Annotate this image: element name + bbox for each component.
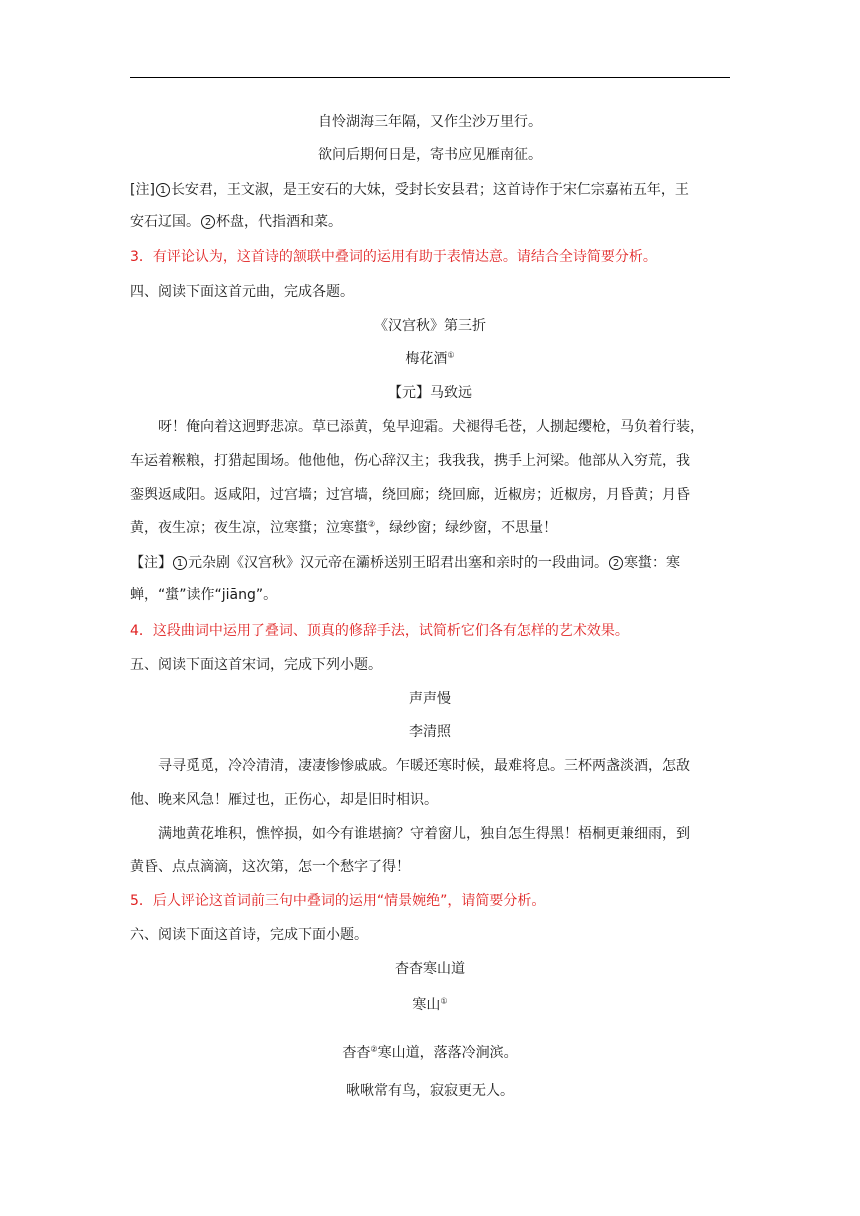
annotation: [注] 1 长安君，王文淑，是王安石的大妹，受封长安县君；这首诗作于宋仁宗嘉祐五年，王 bbox=[130, 182, 689, 198]
body-text: 黄昏、点点滴滴，这次第，怎一个愁字了得！ bbox=[130, 859, 410, 875]
body-text: 车运着糇粮，打猎起围场。他他他，伤心辞汉主；我我我，携手上河梁。他部从入穷荒，我 bbox=[130, 453, 690, 469]
body-text: 他、晚来风急！雁过也，正伤心，却是旧时相识。 bbox=[130, 792, 438, 808]
circled-number: 1 bbox=[173, 556, 187, 570]
question-3: 3．有评论认为，这首诗的颔联中叠词的运用有助于表情达意。请结合全诗简要分析。 bbox=[130, 249, 657, 265]
annotation: 【注】 1 元杂剧《汉宫秋》汉元帝在灞桥送别王昭君出塞和亲时的一段曲词。 2 寒螀：寒 bbox=[130, 555, 680, 571]
annotation-cont: 蝉，“螀”读作“jiāng”。 bbox=[130, 587, 278, 603]
body-text: 呀！俺向着这迥野悲凉。草已添黄，兔早迎霜。犬褪得毛苍，人捌起缨枪，马负着行装， bbox=[158, 419, 704, 435]
circled-number: 2 bbox=[201, 215, 215, 229]
poem-line: 啾啾常有鸟，寂寂更无人。 bbox=[346, 1083, 514, 1099]
body-text: 銮舆返咸阳。返咸阳，过宫墙；过宫墙，绕回廊；绕回廊，近椒房；近椒房，月昏黄；月昏 bbox=[130, 487, 690, 503]
poem-line: 杳杳②寒山道，落落冷涧滨。 bbox=[342, 1044, 518, 1061]
question-5: 5．后人评论这首词前三句中叠词的运用“情景婉绝”，请简要分析。 bbox=[130, 893, 546, 909]
circled-number: 2 bbox=[609, 556, 623, 570]
body-text: 黄，夜生凉；夜生凉，泣寒螀；泣寒螀②，绿纱窗；绿纱窗，不思量！ bbox=[130, 519, 558, 536]
poem-title: 声声慢 bbox=[409, 691, 451, 707]
poem-author: 寒山① bbox=[412, 996, 448, 1013]
poem-line: 欲问后期何日是，寄书应见雁南征。 bbox=[318, 147, 542, 163]
poem-author: 【元】马致远 bbox=[388, 385, 472, 401]
poem-line: 自怜湖海三年隔，又作尘沙万里行。 bbox=[318, 114, 542, 130]
section-heading: 四、阅读下面这首元曲，完成各题。 bbox=[130, 284, 354, 300]
body-text: 满地黄花堆积，憔悴损，如今有谁堪摘？守着窗儿，独自怎生得黑！梧桐更兼细雨，到 bbox=[158, 826, 690, 842]
poem-title: 《汉宫秋》第三折 bbox=[374, 318, 486, 334]
header-rule bbox=[130, 77, 730, 78]
tune-title: 梅花酒① bbox=[405, 350, 455, 367]
annotation-cont: 安石辽国。 2 杯盘，代指酒和菜。 bbox=[130, 214, 342, 230]
section-heading: 六、阅读下面这首诗，完成下面小题。 bbox=[130, 927, 368, 943]
poem-author: 李清照 bbox=[409, 724, 451, 740]
body-text: 寻寻觅觅，冷冷清清，凄凄惨惨戚戚。乍暖还寒时候，最难将息。三杯两盏淡酒，怎敌 bbox=[158, 758, 690, 774]
poem-title: 杳杳寒山道 bbox=[395, 961, 465, 977]
question-4: 4．这段曲词中运用了叠词、顶真的修辞手法，试简析它们各有怎样的艺术效果。 bbox=[130, 623, 629, 639]
section-heading: 五、阅读下面这首宋词，完成下列小题。 bbox=[130, 657, 382, 673]
circled-number: 1 bbox=[156, 183, 170, 197]
